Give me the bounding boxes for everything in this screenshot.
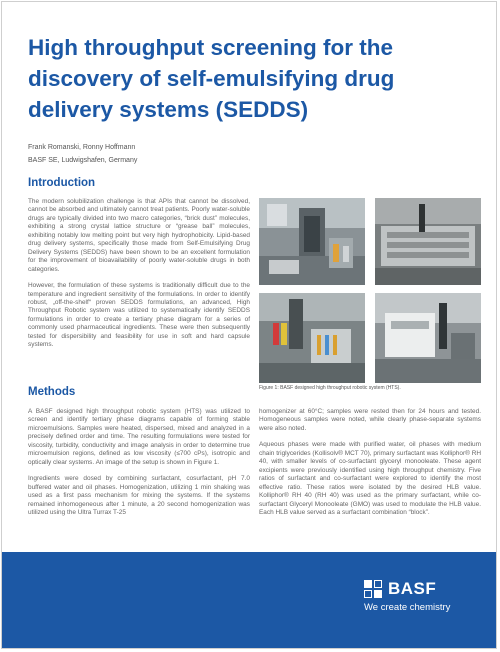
methods-text-right xyxy=(259,408,481,525)
robot-photo-2 xyxy=(375,198,481,285)
logo-text: BASF xyxy=(388,579,437,598)
author-block xyxy=(28,141,137,167)
methods-paragraph: Ingredients were dosed by combining surfactant, cosurfactant, pH 7.0 buffered water and oil phases. Homogenization, utilizing 1 min shaking was used as a first pass mechanism for mixing the systems. If the systems remained inhomogeneous after 1 minute, a 20 second homogenization was utilized using the Ultra Turrax T-25 xyxy=(28,475,250,516)
brand-slogan: We create chemistry xyxy=(364,602,451,613)
introduction-paragraph: The modern solubilization challenge is that APIs that cannot be dissolved, cannot be absorbed and ultimately cannot treat patients. Poorly water-soluble drugs are typically divided into two macro categories, “brick dust” molecules, exhibiting a strong crystal lattice structure or “grease ball” molecules, exhibiting notably low melting point but very high hydrophobicity. Lipid-based drug delivery systems, specifically those made from Self-Emulsifying Drug Delivery Systems (SEDDS) have been shown to be an excellent formulation for the improvement of bioavailability of poorly water-soluble drugs in both categories. xyxy=(28,198,250,273)
robot-photo-1 xyxy=(259,198,365,285)
methods-paragraph: homogenizer at 60°C; samples were rested then for 24 hours and tested. Homogeneous samples were noted, while clearly phase-separate systems were also noted. xyxy=(259,408,481,432)
introduction-text xyxy=(28,198,250,358)
figure-caption: Figure 1: BASF designed high throughput robotic system (HTS). xyxy=(259,385,401,391)
introduction-heading: Introduction xyxy=(28,177,96,189)
page-title: High throughput screening for the discovery of self-emulsifying drug delivery systems (SEDDS) xyxy=(28,35,395,122)
methods-paragraph: Aqueous phases were made with purified water, oil phases with medium chain triglycerides (Kollisolv® MCT 70), primary surfactant was Kolliphor® RH 40, with smaller levels of co-surfactant glyceryl monooleate. These agent excipients were previously identified using high throughput chemistry. Five ratios of surfactant and co-surfactant were explored to identify the most effective ratio. These ratios were isolated by the desired HLB value. Kolliphor® RH 40 (RH 40) was used as the primary surfactant, while co-surfactant Glyceryl Monooleate (GMO) was used to modulate the HLB value. Each HLB value served as a surfactant combination “block”. xyxy=(259,441,481,516)
poster-page xyxy=(1,1,497,649)
robot-photo-4 xyxy=(375,293,481,383)
authors: Frank Romanski, Ronny Hoffmann xyxy=(28,144,136,151)
robot-photo-3 xyxy=(259,293,365,383)
figure-1 xyxy=(259,198,481,383)
basf-logo-mark-icon xyxy=(364,580,382,598)
introduction-paragraph: However, the formulation of these systems is traditionally difficult due to the temperature and ingredient sensitivity of the formulations. In order to identify robust, „off-the-shelf“ proven SEDDS formulations, an advanced, High Throughput Robotic system was utilized to systematically identify SEDDS formulations in order to create a tertiary phase diagram for a series of commonly used pharmaceutical ingredients. These were then subsequently tested for dispersibility and feasibility for use in soft and hard capsule systems. xyxy=(28,282,250,349)
methods-heading: Methods xyxy=(28,386,76,398)
basf-logo xyxy=(364,579,436,599)
methods-text-left xyxy=(28,408,250,525)
brand-footer xyxy=(2,552,497,649)
affiliation: BASF SE, Ludwigshafen, Germany xyxy=(28,157,138,164)
methods-paragraph: A BASF designed high throughput robotic system (HTS) was utilized to screen and identify tertiary phase diagrams capable of forming stable microemulsions. Samples were heated, dispersed, mixed and analyzed in a precisely defined order and time. The resulting formulations were tested for viscosity, turbidity, conductivity and image analysis in order to determine true microemulsion regions, defined as low viscosity (≤700 cPs), isotropic and optically clear systems. An image of the setup is shown in Figure 1. xyxy=(28,408,250,466)
